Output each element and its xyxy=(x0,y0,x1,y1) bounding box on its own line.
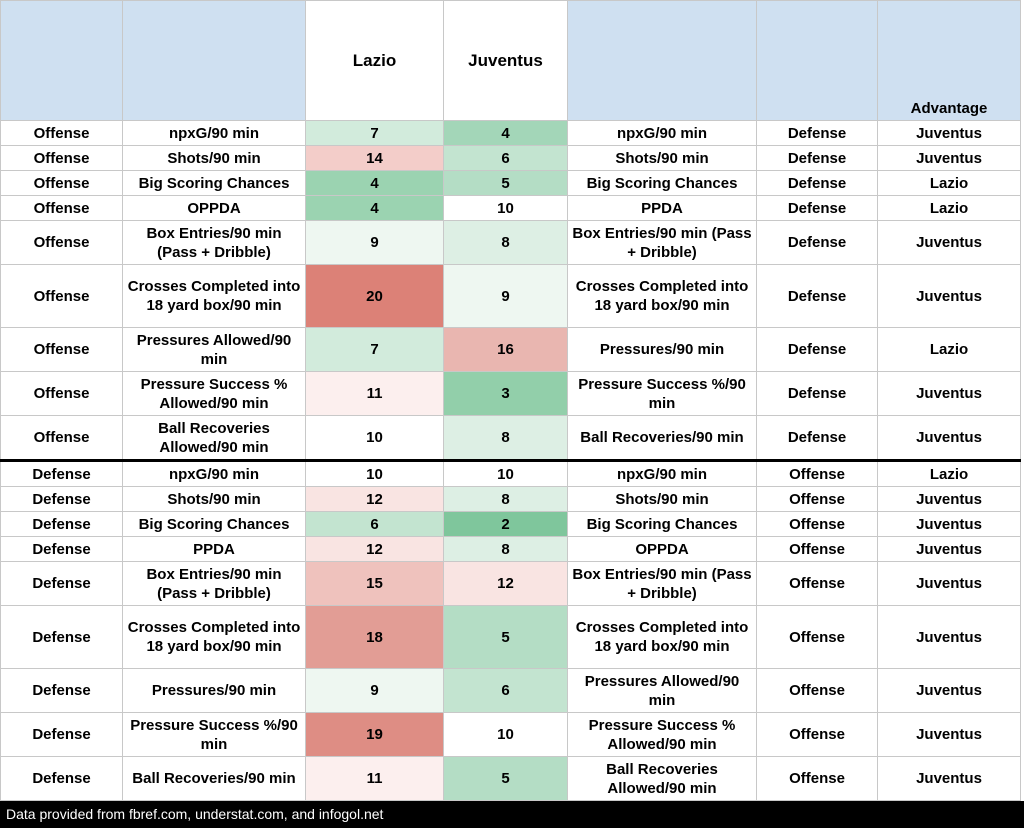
juventus-value-cell[interactable]: 4 xyxy=(444,121,568,146)
lazio-value-cell[interactable]: 11 xyxy=(306,757,444,801)
header-team-lazio[interactable]: Lazio xyxy=(306,1,444,121)
metric-b-cell[interactable]: Crosses Completed into 18 yard box/90 min xyxy=(568,606,757,669)
advantage-cell[interactable]: Juventus xyxy=(878,562,1021,606)
juventus-value-cell[interactable]: 16 xyxy=(444,328,568,372)
side-a-cell[interactable]: Offense xyxy=(1,171,123,196)
juventus-value-cell[interactable]: 8 xyxy=(444,487,568,512)
lazio-value-cell[interactable]: 14 xyxy=(306,146,444,171)
table-row xyxy=(1,265,1021,328)
metric-a-cell[interactable]: npxG/90 min xyxy=(123,461,306,487)
metric-b-cell[interactable]: Shots/90 min xyxy=(568,487,757,512)
metric-b-cell[interactable]: PPDA xyxy=(568,196,757,221)
table-row xyxy=(1,328,1021,372)
juventus-value-cell[interactable]: 10 xyxy=(444,713,568,757)
advantage-cell[interactable]: Juventus xyxy=(878,537,1021,562)
metric-a-cell[interactable]: Ball Recoveries/90 min xyxy=(123,757,306,801)
metric-a-cell[interactable]: Crosses Completed into 18 yard box/90 min xyxy=(123,265,306,328)
metric-a-cell[interactable]: Box Entries/90 min (Pass + Dribble) xyxy=(123,562,306,606)
juventus-value-cell[interactable]: 6 xyxy=(444,146,568,171)
side-a-cell[interactable]: Offense xyxy=(1,416,123,461)
side-b-cell[interactable]: Defense xyxy=(757,328,878,372)
table-row xyxy=(1,221,1021,265)
metric-b-cell[interactable]: Pressures/90 min xyxy=(568,328,757,372)
advantage-cell[interactable]: Lazio xyxy=(878,328,1021,372)
table-row xyxy=(1,537,1021,562)
advantage-cell[interactable]: Lazio xyxy=(878,196,1021,221)
side-b-cell[interactable]: Offense xyxy=(757,487,878,512)
lazio-value-cell[interactable]: 15 xyxy=(306,562,444,606)
metric-a-cell[interactable]: Crosses Completed into 18 yard box/90 min xyxy=(123,606,306,669)
side-a-cell[interactable]: Defense xyxy=(1,512,123,537)
side-a-cell[interactable]: Defense xyxy=(1,487,123,512)
metric-b-cell[interactable]: Pressures Allowed/90 min xyxy=(568,669,757,713)
metric-b-cell[interactable]: Pressure Success %/90 min xyxy=(568,372,757,416)
advantage-cell[interactable]: Lazio xyxy=(878,171,1021,196)
metric-b-cell[interactable]: Box Entries/90 min (Pass + Dribble) xyxy=(568,562,757,606)
metric-a-cell[interactable]: OPPDA xyxy=(123,196,306,221)
side-a-cell[interactable]: Defense xyxy=(1,757,123,801)
table-row xyxy=(1,487,1021,512)
metric-a-cell[interactable]: Big Scoring Chances xyxy=(123,171,306,196)
side-a-cell[interactable]: Defense xyxy=(1,537,123,562)
side-b-cell[interactable]: Defense xyxy=(757,265,878,328)
metric-a-cell[interactable]: Pressures/90 min xyxy=(123,669,306,713)
advantage-cell[interactable]: Juventus xyxy=(878,757,1021,801)
side-b-cell[interactable]: Offense xyxy=(757,537,878,562)
juventus-value-cell[interactable]: 3 xyxy=(444,372,568,416)
table-row xyxy=(1,121,1021,146)
side-b-cell[interactable]: Defense xyxy=(757,372,878,416)
header-blank-cell[interactable] xyxy=(1,1,123,121)
juventus-value-cell[interactable]: 5 xyxy=(444,171,568,196)
side-b-cell[interactable]: Offense xyxy=(757,713,878,757)
source-footer xyxy=(0,801,1024,828)
header-blank-cell[interactable] xyxy=(123,1,306,121)
metric-a-cell[interactable]: Ball Recoveries Allowed/90 min xyxy=(123,416,306,461)
lazio-value-cell[interactable]: 12 xyxy=(306,537,444,562)
side-b-cell[interactable]: Offense xyxy=(757,757,878,801)
lazio-value-cell[interactable]: 18 xyxy=(306,606,444,669)
source-text: Data provided from fbref.com, understat.com, and infogol.net xyxy=(6,806,384,822)
juventus-value-cell[interactable]: 5 xyxy=(444,757,568,801)
side-b-cell[interactable]: Defense xyxy=(757,121,878,146)
lazio-value-cell[interactable]: 12 xyxy=(306,487,444,512)
side-a-cell[interactable]: Defense xyxy=(1,606,123,669)
table-row xyxy=(1,146,1021,171)
side-b-cell[interactable]: Defense xyxy=(757,146,878,171)
lazio-value-cell[interactable]: 7 xyxy=(306,328,444,372)
metric-a-cell[interactable]: Big Scoring Chances xyxy=(123,512,306,537)
advantage-cell[interactable]: Juventus xyxy=(878,372,1021,416)
advantage-cell[interactable]: Juventus xyxy=(878,512,1021,537)
lazio-value-cell[interactable]: 6 xyxy=(306,512,444,537)
metric-a-cell[interactable]: PPDA xyxy=(123,537,306,562)
advantage-cell[interactable]: Juventus xyxy=(878,121,1021,146)
table-row xyxy=(1,461,1021,487)
side-b-cell[interactable]: Defense xyxy=(757,221,878,265)
advantage-cell[interactable]: Juventus xyxy=(878,146,1021,171)
side-a-cell[interactable]: Defense xyxy=(1,562,123,606)
metric-a-cell[interactable]: Pressure Success %/90 min xyxy=(123,713,306,757)
juventus-value-cell[interactable]: 8 xyxy=(444,221,568,265)
table-row xyxy=(1,713,1021,757)
advantage-cell[interactable]: Juventus xyxy=(878,416,1021,461)
side-b-cell[interactable]: Defense xyxy=(757,171,878,196)
lazio-value-cell[interactable]: 10 xyxy=(306,461,444,487)
lazio-value-cell[interactable]: 4 xyxy=(306,171,444,196)
metric-b-cell[interactable]: OPPDA xyxy=(568,537,757,562)
metric-b-cell[interactable]: npxG/90 min xyxy=(568,121,757,146)
side-b-cell[interactable]: Offense xyxy=(757,461,878,487)
lazio-value-cell[interactable]: 4 xyxy=(306,196,444,221)
lazio-value-cell[interactable]: 9 xyxy=(306,669,444,713)
lazio-value-cell[interactable]: 20 xyxy=(306,265,444,328)
metric-b-cell[interactable]: Crosses Completed into 18 yard box/90 min xyxy=(568,265,757,328)
side-a-cell[interactable]: Offense xyxy=(1,265,123,328)
juventus-value-cell[interactable]: 10 xyxy=(444,461,568,487)
metric-b-cell[interactable]: Ball Recoveries/90 min xyxy=(568,416,757,461)
juventus-value-cell[interactable]: 6 xyxy=(444,669,568,713)
table-row xyxy=(1,372,1021,416)
lazio-value-cell[interactable]: 7 xyxy=(306,121,444,146)
table-row xyxy=(1,171,1021,196)
side-a-cell[interactable]: Offense xyxy=(1,121,123,146)
advantage-cell[interactable]: Lazio xyxy=(878,461,1021,487)
side-b-cell[interactable]: Defense xyxy=(757,416,878,461)
lazio-value-cell[interactable]: 19 xyxy=(306,713,444,757)
table-row xyxy=(1,512,1021,537)
side-a-cell[interactable]: Offense xyxy=(1,196,123,221)
metric-b-cell[interactable]: Ball Recoveries Allowed/90 min xyxy=(568,757,757,801)
metric-a-cell[interactable]: npxG/90 min xyxy=(123,121,306,146)
side-a-cell[interactable]: Offense xyxy=(1,328,123,372)
metric-b-cell[interactable]: Pressure Success % Allowed/90 min xyxy=(568,713,757,757)
side-b-cell[interactable]: Offense xyxy=(757,512,878,537)
side-a-cell[interactable]: Offense xyxy=(1,146,123,171)
table-row xyxy=(1,606,1021,669)
advantage-cell[interactable]: Juventus xyxy=(878,606,1021,669)
advantage-cell[interactable]: Juventus xyxy=(878,487,1021,512)
table-row xyxy=(1,669,1021,713)
lazio-value-cell[interactable]: 9 xyxy=(306,221,444,265)
juventus-value-cell[interactable]: 8 xyxy=(444,537,568,562)
side-b-cell[interactable]: Offense xyxy=(757,669,878,713)
side-a-cell[interactable]: Defense xyxy=(1,461,123,487)
metric-a-cell[interactable]: Pressure Success % Allowed/90 min xyxy=(123,372,306,416)
header-team-juventus[interactable]: Juventus xyxy=(444,1,568,121)
table-row xyxy=(1,416,1021,461)
metric-b-cell[interactable]: Big Scoring Chances xyxy=(568,171,757,196)
metric-b-cell[interactable]: npxG/90 min xyxy=(568,461,757,487)
metric-a-cell[interactable]: Pressures Allowed/90 min xyxy=(123,328,306,372)
juventus-value-cell[interactable]: 5 xyxy=(444,606,568,669)
table-row xyxy=(1,562,1021,606)
advantage-cell[interactable]: Juventus xyxy=(878,669,1021,713)
header-blank-cell[interactable] xyxy=(568,1,757,121)
metric-b-cell[interactable]: Shots/90 min xyxy=(568,146,757,171)
lazio-value-cell[interactable]: 11 xyxy=(306,372,444,416)
side-a-cell[interactable]: Defense xyxy=(1,669,123,713)
advantage-cell[interactable]: Juventus xyxy=(878,221,1021,265)
juventus-value-cell[interactable]: 10 xyxy=(444,196,568,221)
metric-a-cell[interactable]: Shots/90 min xyxy=(123,487,306,512)
juventus-value-cell[interactable]: 8 xyxy=(444,416,568,461)
advantage-cell[interactable]: Juventus xyxy=(878,713,1021,757)
lazio-value-cell[interactable]: 10 xyxy=(306,416,444,461)
juventus-value-cell[interactable]: 12 xyxy=(444,562,568,606)
side-b-cell[interactable]: Defense xyxy=(757,196,878,221)
metric-a-cell[interactable]: Box Entries/90 min (Pass + Dribble) xyxy=(123,221,306,265)
table-row xyxy=(1,196,1021,221)
advantage-cell[interactable]: Juventus xyxy=(878,265,1021,328)
juventus-value-cell[interactable]: 2 xyxy=(444,512,568,537)
header-blank-cell[interactable] xyxy=(757,1,878,121)
header-row xyxy=(1,1,1021,121)
metric-a-cell[interactable]: Shots/90 min xyxy=(123,146,306,171)
side-a-cell[interactable]: Offense xyxy=(1,372,123,416)
metric-b-cell[interactable]: Box Entries/90 min (Pass + Dribble) xyxy=(568,221,757,265)
header-advantage[interactable]: Advantage xyxy=(878,1,1021,121)
juventus-value-cell[interactable]: 9 xyxy=(444,265,568,328)
side-b-cell[interactable]: Offense xyxy=(757,562,878,606)
table-row xyxy=(1,757,1021,801)
side-b-cell[interactable]: Offense xyxy=(757,606,878,669)
side-a-cell[interactable]: Defense xyxy=(1,713,123,757)
metric-b-cell[interactable]: Big Scoring Chances xyxy=(568,512,757,537)
side-a-cell[interactable]: Offense xyxy=(1,221,123,265)
